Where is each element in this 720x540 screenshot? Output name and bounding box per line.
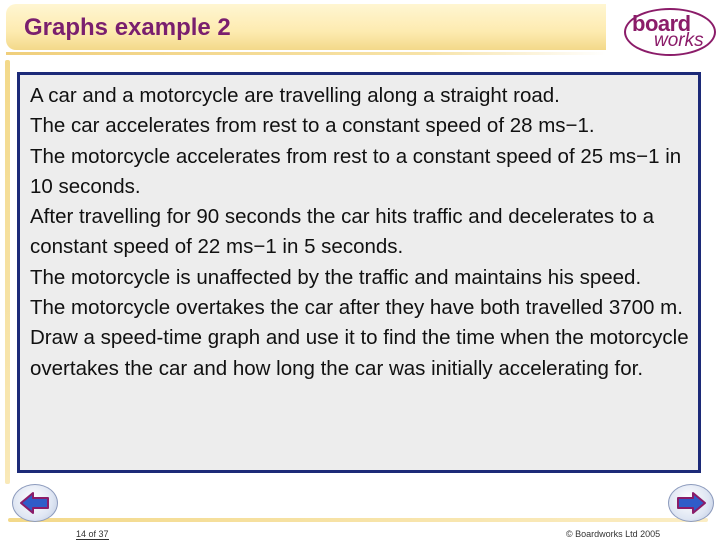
question-text <box>30 81 694 384</box>
title-bar <box>6 4 606 50</box>
question-line: After travelling for 90 seconds the car hits traffic and decelerates to a constant speed of 22 ms−1 in 5 seconds. <box>30 205 655 259</box>
page-number: 14 of 37 <box>76 529 109 539</box>
arrow-left-icon <box>17 488 53 518</box>
question-box <box>17 72 701 473</box>
next-slide-button[interactable] <box>668 484 714 522</box>
question-line: The motorcycle accelerates from rest to a constant speed of 25 ms−1 in 10 seconds. <box>30 144 682 198</box>
question-line: Draw a speed-time graph and use it to find the time when the motorcycle overtakes the car and how long the car was initially accelerating for. <box>30 326 689 380</box>
question-line: The motorcycle overtakes the car after they have both travelled 3700 m. <box>30 296 683 320</box>
question-line: The car accelerates from rest to a constant speed of 28 ms−1. <box>30 114 595 138</box>
copyright-text: © Boardworks Ltd 2005 <box>566 529 661 539</box>
bottom-decorative-rail <box>8 518 708 522</box>
previous-slide-button[interactable] <box>12 484 58 522</box>
arrow-right-icon <box>673 488 709 518</box>
question-line: A car and a motorcycle are travelling along a straight road. <box>30 84 560 107</box>
question-line: The motorcycle is unaffected by the traffic and maintains his speed. <box>30 265 642 289</box>
logo-text-works: works <box>654 30 704 51</box>
boardworks-logo <box>624 8 716 58</box>
logo-text-board: board <box>632 11 691 36</box>
title-underline <box>6 52 606 55</box>
left-decorative-rail <box>5 60 10 484</box>
page-title: Graphs example 2 <box>24 14 231 41</box>
